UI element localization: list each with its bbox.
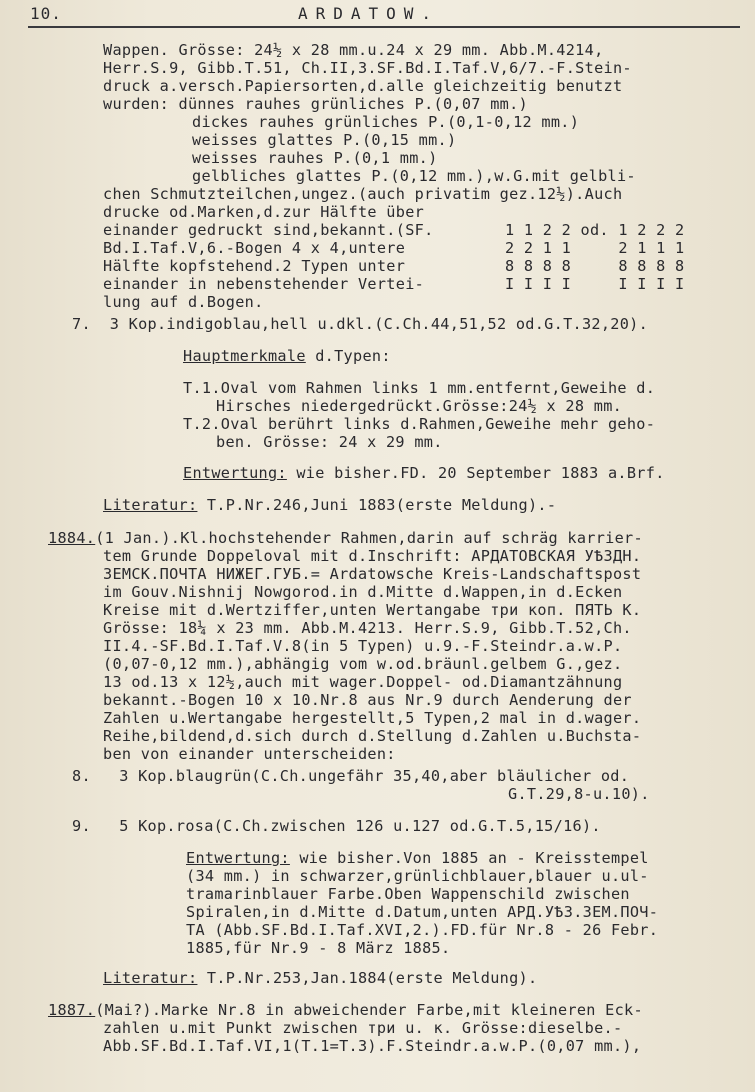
text-line: T.2.Oval berührt links d.Rahmen,Geweihe mehr geho- [183, 415, 656, 433]
text-line: drucke od.Marken,d.zur Hälfte über [103, 203, 425, 221]
text-line: Hälfte kopfstehend.2 Typen unter [103, 257, 406, 275]
text-line: Zahlen u.Wertangabe hergestellt,5 Typen,2 mal in d.wager. [103, 709, 642, 727]
text-line: ben. Grösse: 24 x 29 mm. [216, 433, 443, 451]
page-title: ARDATOW. [298, 4, 440, 23]
cancellation-note: Entwertung: wie bisher.FD. 20 September 1883 a.Brf. [183, 464, 665, 482]
text-line: (34 mm.) in schwarzer,grünlichblauer,blauer u.ul- [186, 867, 649, 885]
text-line: G.T.29,8-u.10). [508, 785, 650, 803]
type-table-row: 1 1 2 2 od. 1 2 2 2 [505, 221, 685, 239]
text-line: 1885,für Nr.9 - 8 März 1885. [186, 939, 451, 957]
text-line: wurden: dünnes rauhes grünliches P.(0,07 mm.) [103, 95, 528, 113]
cancellation-note: Entwertung: wie bisher.Von 1885 an - Kreisstempel [186, 849, 649, 867]
text-line: weisses glattes P.(0,15 mm.) [192, 131, 457, 149]
catalog-entry: 8. 3 Kop.blaugrün(C.Ch.ungefähr 35,40,aber bläulicher od. [72, 767, 630, 785]
text-line: dickes rauhes grünliches P.(0,1-0,12 mm.) [192, 113, 580, 131]
text-line: Kreise mit d.Wertziffer,unten Wertangabe три коп. ПЯТЬ К. [103, 601, 642, 619]
literature-note: Literatur: T.P.Nr.246,Juni 1883(erste Meldung).- [103, 496, 557, 514]
text-line: II.4.-SF.Bd.I.Taf.V.8(in 5 Typen) u.9.-F.Steindr.a.w.P. [103, 637, 623, 655]
text-line: lung auf d.Bogen. [103, 293, 264, 311]
text-line: im Gouv.Nishnij Nowgorod.in d.Mitte d.Wappen,in d.Ecken [103, 583, 623, 601]
type-table-row: 8 8 8 8 8 8 8 8 [505, 257, 685, 275]
text-line: ТА (Abb.SF.Bd.I.Taf.XVI,2.).FD.für Nr.8 - 26 Febr. [186, 921, 659, 939]
text-line: Bd.I.Taf.V,6.-Bogen 4 x 4,untere [103, 239, 406, 257]
text-line: Herr.S.9, Gibb.T.51, Ch.II,3.SF.Bd.I.Taf.V,6/7.-F.Stein- [103, 59, 632, 77]
text-line: Spiralen,in d.Mitte d.Datum,unten АРД.УѢЗ.ЗЕМ.ПОЧ- [186, 903, 659, 921]
text-line: Hirsches niedergedrückt.Grösse:24½ x 28 mm. [216, 397, 623, 415]
page-number: 10. [30, 4, 62, 23]
text-line: bekannt.-Bogen 10 x 10.Nr.8 aus Nr.9 durch Aenderung der [103, 691, 632, 709]
text-line: Grösse: 18¼ x 23 mm. Abb.M.4213. Herr.S.9, Gibb.T.52,Ch. [103, 619, 632, 637]
text-line: ben von einander unterscheiden: [103, 745, 396, 763]
text-line: einander in nebenstehender Vertei- [103, 275, 425, 293]
text-line: tramarinblauer Farbe.Oben Wappenschild zwischen [186, 885, 630, 903]
catalog-entry: 7. 3 Kop.indigoblau,hell u.dkl.(C.Ch.44,51,52 od.G.T.32,20). [72, 315, 649, 333]
text-line: 13 od.13 x 12½,auch mit wager.Doppel- od.Diamantzähnung [103, 673, 623, 691]
text-line: tem Grunde Doppeloval mit d.Inschrift: АРДАТОВСКАЯ УѢЗДН. [103, 547, 642, 565]
text-line: Reihe,bildend,d.sich durch d.Stellung d.Zahlen u.Buchsta- [103, 727, 642, 745]
year-entry: 1887.(Mai?).Marke Nr.8 in abweichender Farbe,mit kleineren Eck- [48, 1001, 643, 1019]
text-line: T.1.Oval vom Rahmen links 1 mm.entfernt,Geweihe d. [183, 379, 656, 397]
text-line: Wappen. Grösse: 24½ x 28 mm.u.24 x 29 mm. Abb.M.4214, [103, 41, 604, 59]
text-line: chen Schmutzteilchen,ungez.(auch privatim gez.12½).Auch [103, 185, 623, 203]
text-line: druck a.versch.Papiersorten,d.alle gleichzeitig benutzt [103, 77, 623, 95]
text-line: (0,07-0,12 mm.),abhängig vom w.od.bräunl.gelbem G.,gez. [103, 655, 623, 673]
section-label: Hauptmerkmale d.Typen: [183, 347, 391, 365]
header-rule [28, 26, 740, 28]
text-line: weisses rauhes P.(0,1 mm.) [192, 149, 438, 167]
text-line: zahlen u.mit Punkt zwischen три u. к. Grösse:dieselbe.- [103, 1019, 623, 1037]
text-line: gelbliches glattes P.(0,12 mm.),w.G.mit gelbli- [192, 167, 636, 185]
year-entry: 1884.(1 Jan.).Kl.hochstehender Rahmen,darin auf schräg karrier- [48, 529, 643, 547]
literature-note: Literatur: T.P.Nr.253,Jan.1884(erste Meldung). [103, 969, 538, 987]
text-line: ЗЕМСК.ПОЧТА НИЖЕГ.ГУБ.= Ardatowsche Kreis-Landschaftspost [103, 565, 642, 583]
text-line: Abb.SF.Bd.I.Taf.VI,1(T.1=T.3).F.Steindr.a.w.P.(0,07 mm.), [103, 1037, 642, 1055]
text-line: einander gedruckt sind,bekannt.(SF. [103, 221, 434, 239]
type-table-row: I I I I I I I I [505, 275, 685, 293]
type-table-row: 2 2 1 1 2 1 1 1 [505, 239, 685, 257]
catalog-entry: 9. 5 Kop.rosa(C.Ch.zwischen 126 u.127 od.G.T.5,15/16). [72, 817, 601, 835]
